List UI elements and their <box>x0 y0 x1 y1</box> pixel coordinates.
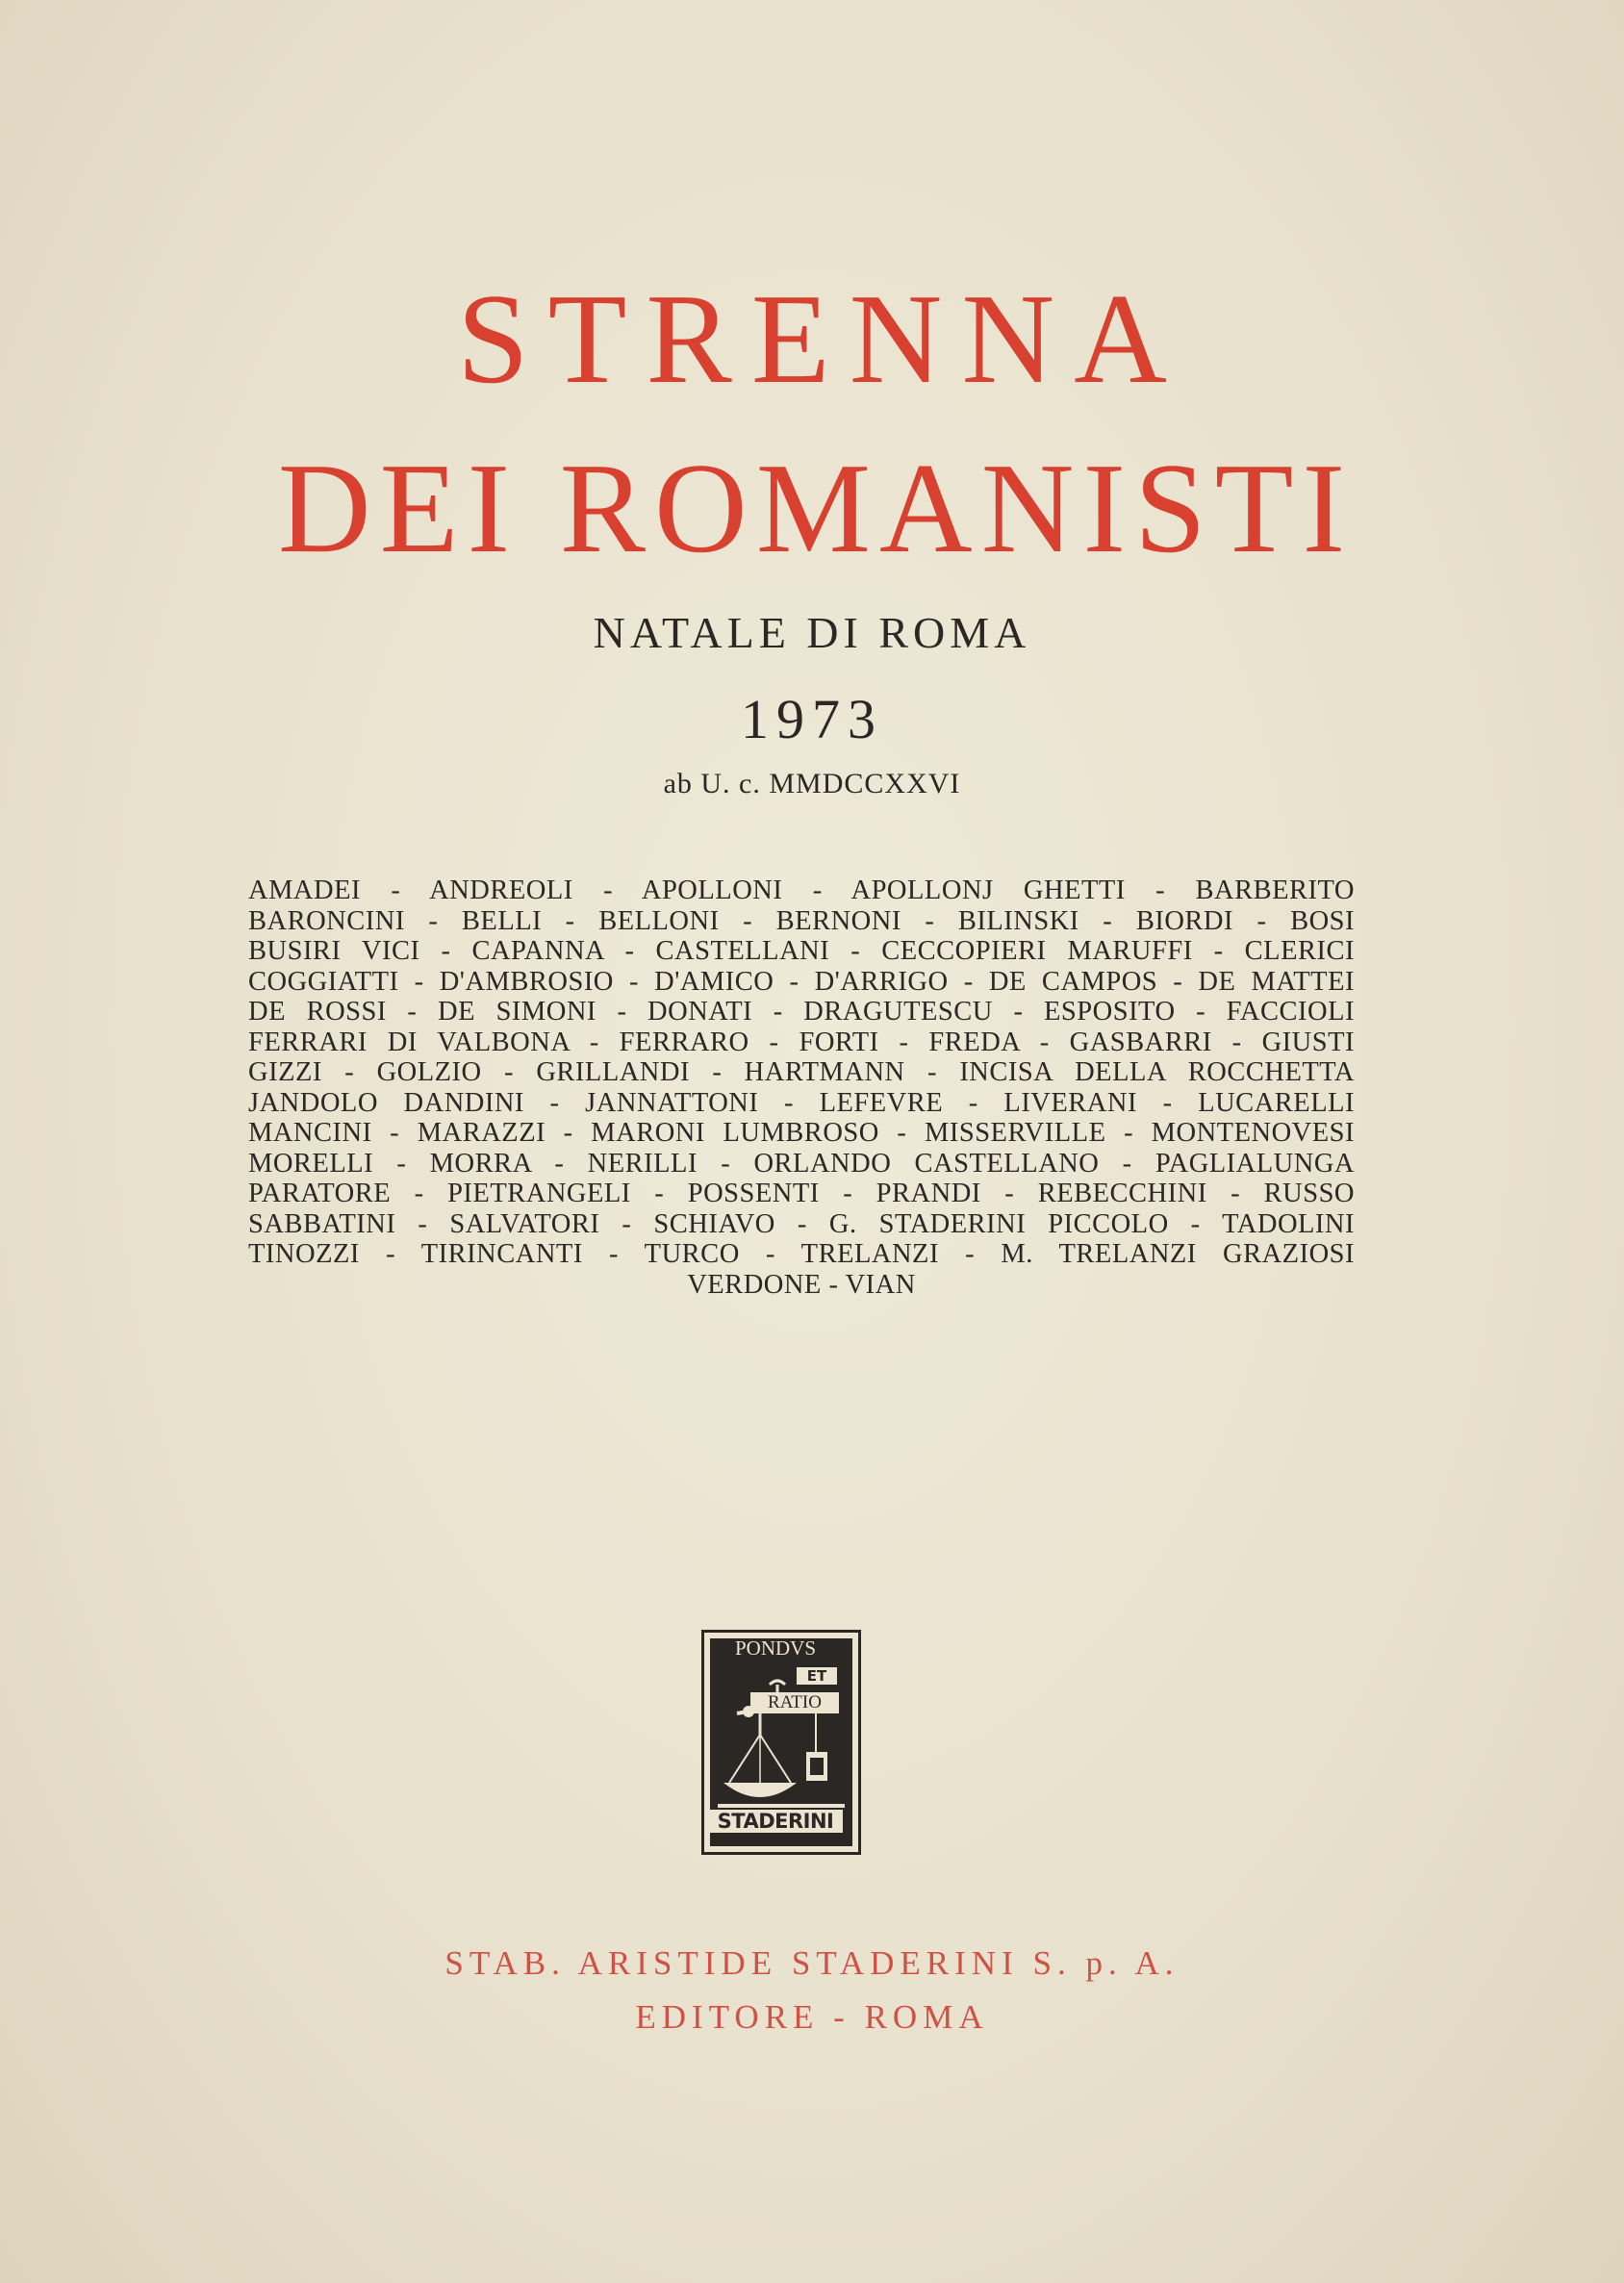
logo-word-staderini: STADERINI <box>708 1810 843 1833</box>
title-line-1: STRENNA <box>457 267 1186 410</box>
ab-urbe-condita-date: ab U. c. MMDCCXXVI <box>663 768 961 799</box>
authors-line: SABBATINI - SALVATORI - SCHIAVO - G. STADERINI PICCOLO - TADOLINI <box>248 1208 1355 1239</box>
authors-line: MORELLI - MORRA - NERILLI - ORLANDO CASTELLANO - PAGLIALUNGA <box>248 1148 1355 1179</box>
subtitle: NATALE DI ROMA <box>593 608 1031 657</box>
authors-line: TINOZZI - TIRINCANTI - TURCO - TRELANZI - M. TRELANZI GRAZIOSI <box>248 1239 1355 1269</box>
authors-line: BARONCINI - BELLI - BELLONI - BERNONI - BILINSKI - BIORDI - BOSI <box>248 905 1355 936</box>
authors-line: FERRARI DI VALBONA - FERRARO - FORTI - FREDA - GASBARRI - GIUSTI <box>248 1027 1355 1057</box>
imprint-publisher: STAB. ARISTIDE STADERINI S. p. A. <box>444 1944 1180 1982</box>
authors-line: PARATORE - PIETRANGELI - POSSENTI - PRANDI - REBECCHINI - RUSSO <box>248 1179 1355 1208</box>
authors-line: MANCINI - MARAZZI - MARONI LUMBROSO - MISSERVILLE - MONTENOVESI <box>248 1118 1355 1148</box>
logo-word-et: ET <box>797 1667 837 1685</box>
logo-word-pondus: PONDVS <box>734 1636 817 1660</box>
authors-list <box>248 875 1355 1300</box>
authors-line: JANDOLO DANDINI - JANNATTONI - LEFEVRE - LIVERANI - LUCARELLI <box>248 1087 1355 1118</box>
authors-line: DE ROSSI - DE SIMONI - DONATI - DRAGUTESCU - ESPOSITO - FACCIOLI <box>248 997 1355 1027</box>
authors-line: COGGIATTI - D'AMBROSIO - D'AMICO - D'ARRIGO - DE CAMPOS - DE MATTEI <box>248 966 1355 997</box>
authors-line: BUSIRI VICI - CAPANNA - CASTELLANI - CECCOPIERI MARUFFI - CLERICI <box>248 936 1355 966</box>
authors-line: GIZZI - GOLZIO - GRILLANDI - HARTMANN - INCISA DELLA ROCCHETTA <box>248 1057 1355 1087</box>
title-line-2: DEI ROMANISTI <box>277 437 1355 579</box>
authors-line-last: VERDONE - VIAN <box>687 1269 916 1300</box>
imprint-place: EDITORE - ROMA <box>635 1998 989 2036</box>
year: 1973 <box>741 688 883 750</box>
authors-line: AMADEI - ANDREOLI - APOLLONI - APOLLONJ GHETTI - BARBERITO <box>248 875 1355 905</box>
publisher-logo <box>701 1630 861 1855</box>
logo-word-ratio: RATIO <box>750 1692 839 1713</box>
